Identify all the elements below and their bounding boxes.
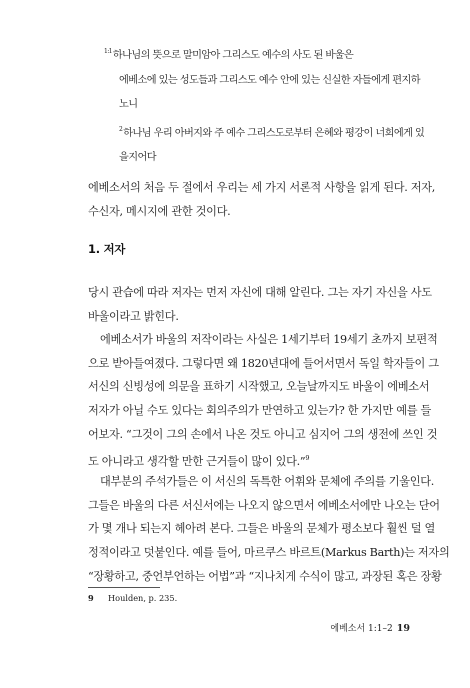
body-paragraph-3 xyxy=(88,470,450,589)
verse-reference: 1:1 xyxy=(104,48,112,55)
text-line: 수신자, 메시지에 관한 것이다. xyxy=(88,204,231,218)
page-number: 19 xyxy=(396,623,410,634)
text-line: 가 몇 개나 되는지 헤아려 본다. 그들은 바울의 문체가 평소보다 훨씬 덜 열 xyxy=(88,522,436,536)
quote-line: $^2$하나님 우리 아버지와 주 예수 그리스도로부터 은혜와 평강이 너희에게 있 xyxy=(119,125,425,139)
section-heading: 1. 저자 xyxy=(88,242,126,256)
verse-reference: 2 xyxy=(119,125,123,133)
quote-line: $^{1:1}$하나님의 뜻으로 말미암아 그리스도 예수의 사도 된 바울은 xyxy=(104,48,354,61)
page-footer xyxy=(300,622,410,636)
intro-paragraph xyxy=(88,176,436,223)
body-paragraph-1 xyxy=(88,281,432,328)
footnote xyxy=(88,591,177,605)
text-line: 어보자. “그것이 그의 손에서 나온 것도 아니고 심지어 그의 생전에 쓰인 것 xyxy=(88,427,438,441)
quote-line: 노니 xyxy=(119,99,138,110)
footnote-number: 9 xyxy=(88,593,94,603)
body-paragraph-2 xyxy=(88,328,439,473)
text-line: 도 아니라고 생각할 만한 근거들이 많이 있다.”$^9$ xyxy=(88,453,310,468)
quote-line: 에베소에 있는 성도들과 그리스도 예수 안에 있는 신실한 자들에게 편지하 xyxy=(119,74,420,86)
scripture-quote xyxy=(104,40,425,171)
running-title: 에베소서 1:1–2 xyxy=(330,624,393,634)
text-line: 서신의 신빙성에 의문을 표하기 시작했고, 오늘날까지도 바울이 에베소서 xyxy=(88,380,430,394)
text-line: 에베소서의 처음 두 절에서 우리는 세 가지 서론적 사항을 읽게 된다. 저자, xyxy=(88,181,436,194)
text-line: 으로 받아들여졌다. 그렇다면 왜 1820년대에 들어서면서 독일 학자들이 그 xyxy=(88,356,439,370)
footnote-reference[interactable]: 9 xyxy=(305,453,310,462)
text-line: 그들은 바울의 다른 서신서에는 나오지 않으면서 에베소서에만 나오는 단어 xyxy=(88,498,440,512)
text-line: 당시 관습에 따라 저자는 먼저 자신에 대해 알린다. 그는 자기 자신을 사도 xyxy=(88,286,432,299)
text-line: 정적이라고 덧붙인다. 예를 들어, 마르쿠스 바르트(Markus Barth)는 저자의 xyxy=(88,546,450,560)
text-line: 바울이라고 밝힌다. xyxy=(88,309,179,323)
text-line: “장황하고, 중언부언하는 어법”과 “지나치게 수식이 많고, 과장된 혹은 장황 xyxy=(88,569,442,583)
text-line: 저자가 아닐 수도 있다는 회의주의가 만연하고 있는가? 한 가지만 예를 들 xyxy=(88,404,431,418)
quote-line: 을지어다 xyxy=(119,152,156,163)
footnote-text: Houlden, p. 235. xyxy=(108,593,178,603)
text-line: 대부분의 주석가들은 이 서신의 독특한 어휘와 문체에 주의를 기울인다. xyxy=(100,475,435,488)
text-line: 에베소서가 바울의 저작이라는 사실은 1세기부터 19세기 초까지 보편적 xyxy=(100,333,438,346)
footnote-divider xyxy=(88,587,160,588)
